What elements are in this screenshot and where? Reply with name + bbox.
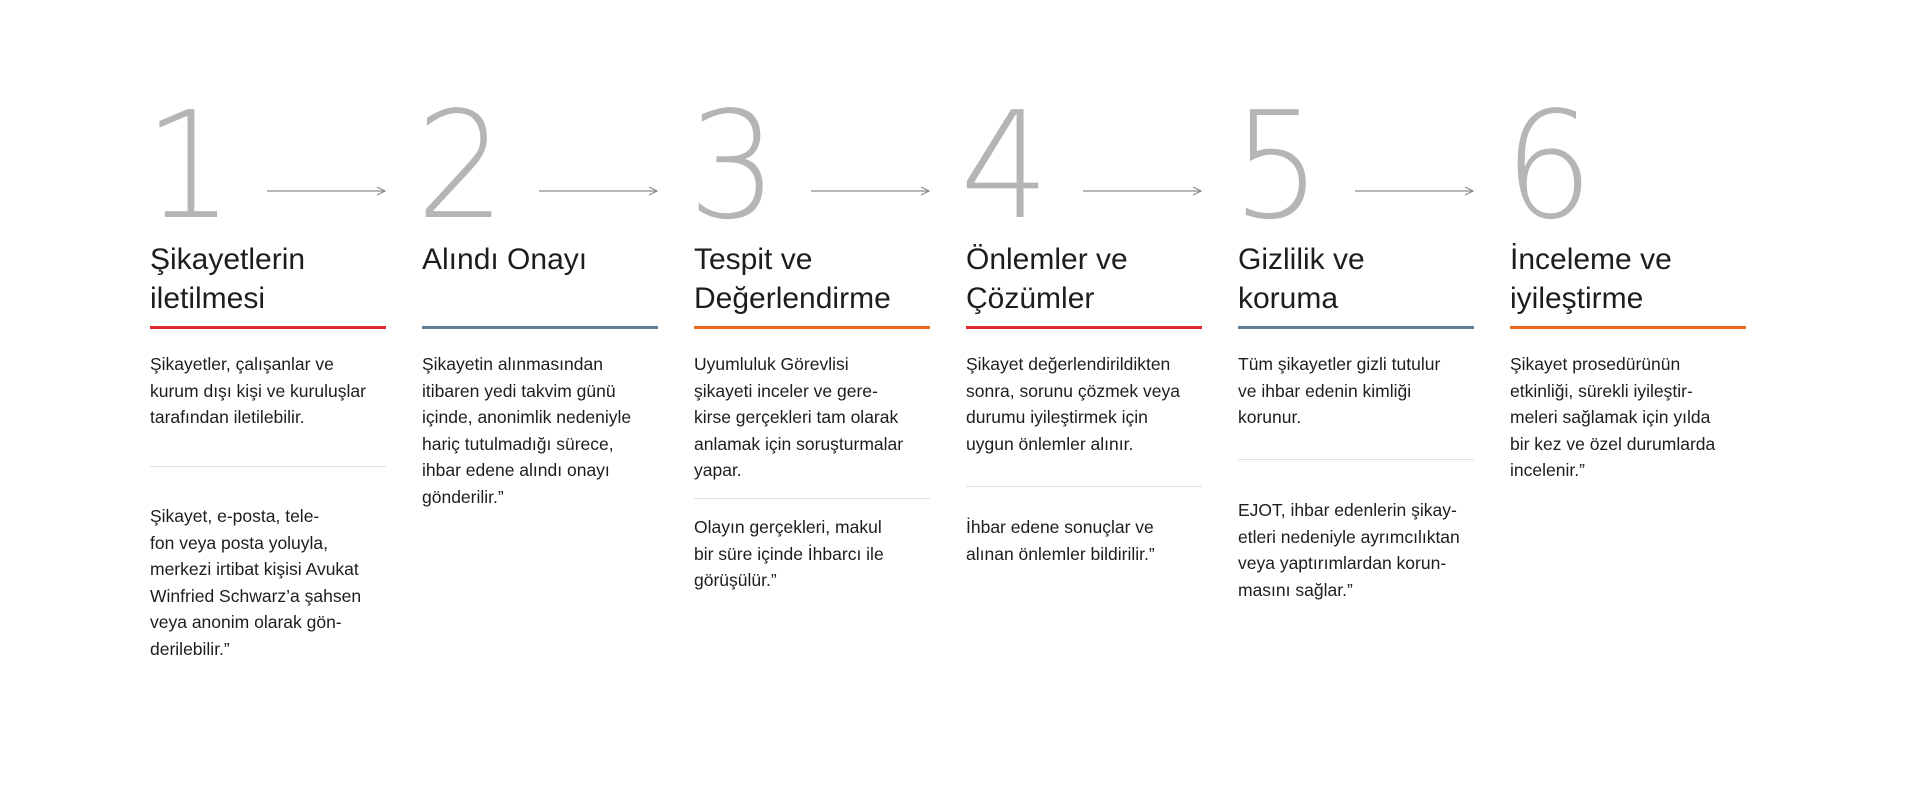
step-description [694, 351, 903, 484]
step-note [966, 514, 1155, 567]
process-step [1504, 0, 1746, 800]
text-line: anlamak için soruşturmalar [694, 433, 904, 454]
text-line: Şikayet, e-posta, tele- [150, 506, 320, 526]
arrow-right-icon [1083, 184, 1203, 196]
text-line: yapar. [694, 460, 742, 480]
text-line: görüşülür.” [694, 570, 777, 590]
text-line: durumu iyileştirmek için [966, 407, 1148, 427]
text-line: hariç tutulmadığı sürece, [422, 433, 614, 454]
process-step [960, 0, 1202, 800]
step-title-line: Tespit ve [694, 243, 813, 276]
text-line: veya yaptırımlardan korun- [1238, 553, 1447, 573]
step-description [422, 351, 631, 510]
text-line: uygun önlemler alınır. [966, 433, 1134, 454]
arrow-right-icon [811, 184, 931, 196]
paragraph-separator [694, 498, 930, 499]
step-number: 1 [144, 80, 232, 252]
text-line: kurum dışı kişi ve kuruluşlar [150, 380, 366, 401]
text-line: incelenir.” [1510, 460, 1585, 480]
step-title-line: Önlemler ve [966, 243, 1128, 276]
step-number: 2 [416, 80, 504, 252]
text-line: Winfried Schwarz’a şahsen [150, 585, 362, 606]
text-line: veya anonim olarak gön- [150, 612, 342, 632]
step-accent-rule [150, 326, 386, 329]
step-note [694, 514, 884, 594]
step-accent-rule [966, 326, 1202, 329]
step-description [1238, 351, 1440, 431]
text-line: etleri nedeniyle ayrımcılıktan [1238, 526, 1460, 547]
text-line: tarafından iletilebilir. [150, 407, 305, 427]
step-title-line: koruma [1238, 282, 1339, 315]
step-note [1238, 497, 1460, 603]
text-line: ihbar edene alındı onayı [422, 460, 610, 480]
step-accent-rule [694, 326, 930, 329]
step-title [966, 240, 1128, 318]
text-line: korunur. [1238, 407, 1302, 427]
text-line: Olayın gerçekleri, makul [694, 517, 882, 537]
step-description [1510, 351, 1715, 484]
text-line: İhbar edene sonuçlar ve [966, 517, 1154, 537]
step-title [694, 240, 891, 318]
step-accent-rule [1238, 326, 1474, 329]
text-line: itibaren yedi takvim günü [422, 380, 616, 401]
step-title-line: Değerlendirme [694, 282, 891, 315]
text-line: ve ihbar edenin kimliği [1238, 380, 1412, 401]
text-line: derilebilir.” [150, 638, 230, 659]
step-title-line: Çözümler [966, 282, 1095, 315]
step-note [150, 503, 361, 662]
paragraph-separator [1238, 459, 1474, 460]
step-title-line: İnceleme ve [1510, 243, 1672, 276]
text-line: Uyumluluk Görevlisi [694, 354, 849, 374]
arrow-right-icon [1355, 184, 1475, 196]
text-line: bir kez ve özel durumlarda [1510, 433, 1716, 454]
text-line: kirse gerçekleri tam olarak [694, 407, 899, 427]
step-number: 6 [1504, 80, 1592, 252]
paragraph-separator [150, 466, 386, 467]
text-line: içinde, anonimlik nedeniyle [422, 407, 632, 427]
step-number: 4 [960, 80, 1048, 252]
text-line: etkinliği, sürekli iyileştir- [1510, 380, 1693, 401]
step-title-line: Gizlilik ve [1238, 243, 1365, 276]
paragraph-separator [966, 486, 1202, 487]
text-line: EJOT, ihbar edenlerin şikay- [1238, 500, 1457, 520]
step-number: 5 [1232, 80, 1320, 252]
text-line: Şikayetin alınmasından [422, 354, 603, 374]
text-line: Şikayetler, çalışanlar ve [150, 354, 334, 374]
step-title [1238, 240, 1365, 318]
process-step [1232, 0, 1474, 800]
text-line: bir süre içinde İhbarcı ile [694, 543, 884, 564]
process-step [688, 0, 930, 800]
text-line: Tüm şikayetler gizli tutulur [1238, 354, 1441, 374]
step-number: 3 [688, 80, 776, 252]
step-title-line: iyileştirme [1510, 282, 1644, 315]
step-title [150, 240, 305, 318]
process-step [416, 0, 658, 800]
text-line: şikayeti inceler ve gere- [694, 380, 878, 401]
step-title-line: iletilmesi [150, 282, 266, 315]
text-line: masını sağlar.” [1238, 579, 1353, 600]
step-accent-rule [422, 326, 658, 329]
text-line: Şikayet prosedürünün [1510, 354, 1681, 374]
text-line: Şikayet değerlendirildikten [966, 354, 1171, 374]
arrow-right-icon [267, 184, 387, 196]
text-line: fon veya posta yoluyla, [150, 532, 329, 553]
text-line: merkezi irtibat kişisi Avukat [150, 559, 359, 579]
step-title [1510, 240, 1672, 318]
step-accent-rule [1510, 326, 1746, 329]
text-line: meleri sağlamak için yılda [1510, 407, 1711, 427]
step-title-line: Alındı Onayı [422, 243, 588, 276]
step-title-line: Şikayetlerin [150, 243, 306, 276]
arrow-right-icon [539, 184, 659, 196]
text-line: alınan önlemler bildirilir.” [966, 543, 1155, 564]
process-step [144, 0, 386, 800]
step-description [150, 351, 366, 431]
text-line: sonra, sorunu çözmek veya [966, 380, 1180, 401]
step-description [966, 351, 1180, 457]
step-title [422, 240, 587, 279]
text-line: gönderilir.” [422, 486, 504, 507]
